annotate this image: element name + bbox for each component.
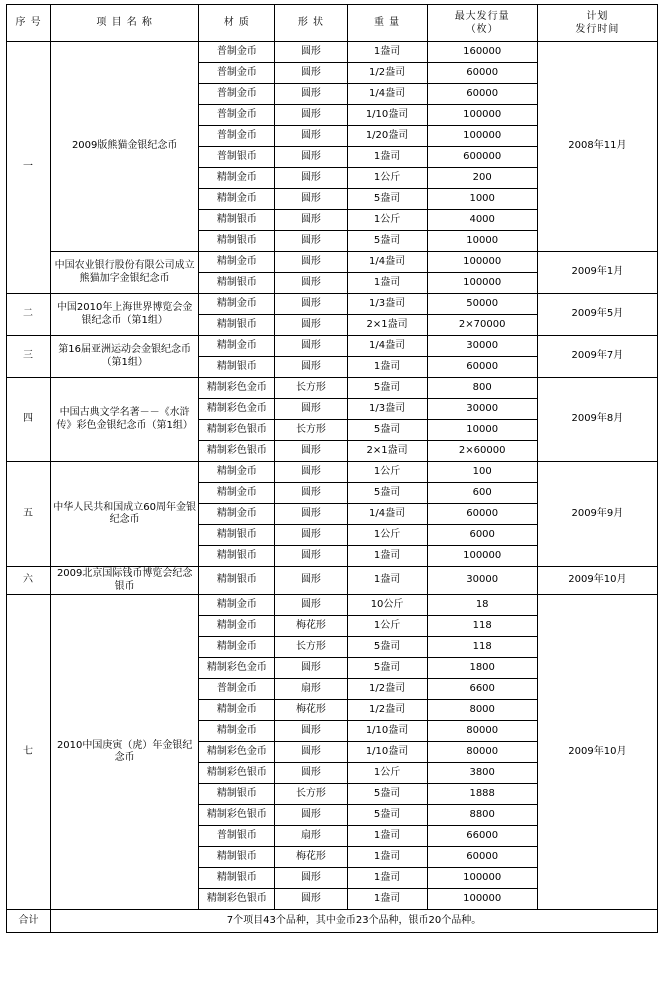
cell-weight: 1/2盎司: [347, 63, 427, 84]
cell-shape: 圆形: [275, 567, 347, 595]
cell-weight: 5盎司: [347, 483, 427, 504]
cell-weight: 1/4盎司: [347, 252, 427, 273]
table-row: [7, 378, 658, 399]
cell-project-name: 2009版熊猫金银纪念币: [51, 42, 199, 252]
cell-max-quota: 2×60000: [427, 441, 537, 462]
cell-material: 精制金币: [199, 483, 275, 504]
cell-shape: 圆形: [275, 504, 347, 525]
cell-max-quota: 100000: [427, 126, 537, 147]
cell-max-quota: 60000: [427, 847, 537, 868]
cell-project-name: 中国2010年上海世界博览会金银纪念币（第1组）: [51, 294, 199, 336]
cell-material: 精制金币: [199, 252, 275, 273]
cell-project-name: 2010中国庚寅（虎）年金银纪念币: [51, 595, 199, 910]
cell-max-quota: 80000: [427, 721, 537, 742]
cell-max-quota: 100000: [427, 889, 537, 910]
cell-shape: 长方形: [275, 420, 347, 441]
cell-plan-date: 2008年11月: [537, 42, 657, 252]
header-plan-date: [537, 5, 657, 42]
cell-shape: 梅花形: [275, 700, 347, 721]
cell-max-quota: 30000: [427, 567, 537, 595]
cell-shape: 圆形: [275, 105, 347, 126]
cell-max-quota: 100000: [427, 546, 537, 567]
cell-material: 精制银币: [199, 231, 275, 252]
table-body: [7, 42, 658, 933]
cell-max-quota: 60000: [427, 63, 537, 84]
cell-max-quota: 30000: [427, 336, 537, 357]
cell-index: 一: [7, 42, 51, 294]
cell-plan-date: 2009年10月: [537, 567, 657, 595]
cell-shape: 扇形: [275, 679, 347, 700]
cell-weight: 1盎司: [347, 826, 427, 847]
cell-project-name: 第16届亚洲运动会金银纪念币（第1组）: [51, 336, 199, 378]
cell-shape: 圆形: [275, 805, 347, 826]
cell-weight: 1盎司: [347, 273, 427, 294]
cell-weight: 1/10盎司: [347, 721, 427, 742]
cell-material: 精制彩色银币: [199, 763, 275, 784]
cell-material: 精制金币: [199, 637, 275, 658]
cell-max-quota: 1800: [427, 658, 537, 679]
cell-max-quota: 100000: [427, 105, 537, 126]
cell-weight: 1/2盎司: [347, 679, 427, 700]
cell-material: 精制金币: [199, 294, 275, 315]
cell-max-quota: 100000: [427, 252, 537, 273]
cell-material: 精制金币: [199, 700, 275, 721]
header-plan-date-line2: 发行时间: [575, 24, 620, 35]
table-row: [7, 252, 658, 273]
cell-shape: 圆形: [275, 336, 347, 357]
header-plan-date-line1: 计划: [586, 10, 609, 22]
cell-plan-date: 2009年7月: [537, 336, 657, 378]
cell-shape: 圆形: [275, 658, 347, 679]
cell-weight: 1盎司: [347, 889, 427, 910]
cell-weight: 1/2盎司: [347, 700, 427, 721]
cell-shape: 扇形: [275, 826, 347, 847]
cell-material: 精制金币: [199, 168, 275, 189]
cell-shape: 圆形: [275, 595, 347, 616]
cell-index: 三: [7, 336, 51, 378]
header-max-quota: [427, 5, 537, 42]
cell-max-quota: 6000: [427, 525, 537, 546]
table-row: [7, 42, 658, 63]
cell-project-name: 中国农业银行股份有限公司成立熊猫加字金银纪念币: [51, 252, 199, 294]
cell-shape: 圆形: [275, 525, 347, 546]
table-row: [7, 336, 658, 357]
cell-weight: 2×1盎司: [347, 315, 427, 336]
header-weight: 重 量: [347, 5, 427, 42]
cell-material: 精制银币: [199, 868, 275, 889]
cell-shape: 圆形: [275, 462, 347, 483]
cell-weight: 1/3盎司: [347, 399, 427, 420]
cell-project-name: 中国古典文学名著－－《水浒传》彩色金银纪念币（第1组）: [51, 378, 199, 462]
cell-material: 精制彩色金币: [199, 399, 275, 420]
cell-index: 五: [7, 462, 51, 567]
cell-weight: 5盎司: [347, 378, 427, 399]
cell-material: 精制银币: [199, 525, 275, 546]
cell-weight: 1盎司: [347, 42, 427, 63]
cell-max-quota: 3800: [427, 763, 537, 784]
cell-max-quota: 160000: [427, 42, 537, 63]
cell-weight: 2×1盎司: [347, 441, 427, 462]
cell-material: 普制金币: [199, 126, 275, 147]
cell-shape: 圆形: [275, 721, 347, 742]
cell-weight: 5盎司: [347, 420, 427, 441]
cell-material: 精制彩色银币: [199, 889, 275, 910]
cell-max-quota: 100000: [427, 273, 537, 294]
cell-material: 精制金币: [199, 595, 275, 616]
header-material: 材 质: [199, 5, 275, 42]
table-header: [7, 5, 658, 42]
cell-plan-date: 2009年8月: [537, 378, 657, 462]
cell-shape: 圆形: [275, 742, 347, 763]
cell-weight: 1/4盎司: [347, 84, 427, 105]
cell-weight: 1盎司: [347, 567, 427, 595]
cell-max-quota: 60000: [427, 504, 537, 525]
table-header-row: [7, 5, 658, 42]
cell-shape: 圆形: [275, 889, 347, 910]
cell-material: 精制彩色银币: [199, 805, 275, 826]
cell-max-quota: 10000: [427, 231, 537, 252]
cell-max-quota: 10000: [427, 420, 537, 441]
cell-material: 精制金币: [199, 462, 275, 483]
cell-shape: 圆形: [275, 84, 347, 105]
cell-material: 普制金币: [199, 63, 275, 84]
cell-weight: 1盎司: [347, 357, 427, 378]
cell-shape: 圆形: [275, 210, 347, 231]
cell-weight: 5盎司: [347, 637, 427, 658]
cell-max-quota: 50000: [427, 294, 537, 315]
cell-max-quota: 1000: [427, 189, 537, 210]
cell-weight: 1公斤: [347, 210, 427, 231]
header-max-quota-line1: 最大发行量: [454, 10, 510, 22]
cell-shape: 圆形: [275, 126, 347, 147]
cell-shape: 圆形: [275, 546, 347, 567]
cell-max-quota: 118: [427, 616, 537, 637]
cell-weight: 1盎司: [347, 868, 427, 889]
cell-shape: 圆形: [275, 252, 347, 273]
cell-material: 普制金币: [199, 679, 275, 700]
cell-weight: 5盎司: [347, 784, 427, 805]
cell-max-quota: 200: [427, 168, 537, 189]
cell-material: 精制银币: [199, 357, 275, 378]
cell-material: 精制彩色银币: [199, 420, 275, 441]
cell-shape: 圆形: [275, 273, 347, 294]
cell-max-quota: 8000: [427, 700, 537, 721]
cell-material: 普制金币: [199, 105, 275, 126]
cell-max-quota: 100000: [427, 868, 537, 889]
cell-weight: 1公斤: [347, 168, 427, 189]
coin-issue-plan-table: [6, 4, 658, 933]
table-row: [7, 567, 658, 595]
cell-material: 普制银币: [199, 826, 275, 847]
cell-material: 精制银币: [199, 567, 275, 595]
cell-shape: 圆形: [275, 231, 347, 252]
cell-shape: 圆形: [275, 763, 347, 784]
cell-max-quota: 2×70000: [427, 315, 537, 336]
cell-shape: 梅花形: [275, 847, 347, 868]
cell-material: 精制金币: [199, 721, 275, 742]
cell-weight: 1公斤: [347, 462, 427, 483]
cell-weight: 1盎司: [347, 546, 427, 567]
cell-weight: 1/4盎司: [347, 336, 427, 357]
cell-material: 精制金币: [199, 336, 275, 357]
cell-shape: 圆形: [275, 441, 347, 462]
table-row: [7, 462, 658, 483]
cell-shape: 圆形: [275, 147, 347, 168]
cell-shape: 圆形: [275, 483, 347, 504]
cell-material: 精制银币: [199, 546, 275, 567]
cell-weight: 10公斤: [347, 595, 427, 616]
cell-shape: 圆形: [275, 294, 347, 315]
cell-material: 精制银币: [199, 210, 275, 231]
cell-shape: 圆形: [275, 868, 347, 889]
cell-material: 精制银币: [199, 315, 275, 336]
cell-max-quota: 30000: [427, 399, 537, 420]
cell-weight: 5盎司: [347, 658, 427, 679]
cell-total-label: 合计: [7, 910, 51, 933]
cell-material: 精制彩色金币: [199, 742, 275, 763]
cell-shape: 圆形: [275, 399, 347, 420]
cell-material: 精制彩色金币: [199, 658, 275, 679]
cell-max-quota: 600000: [427, 147, 537, 168]
cell-weight: 1公斤: [347, 763, 427, 784]
cell-shape: 圆形: [275, 189, 347, 210]
cell-weight: 1公斤: [347, 616, 427, 637]
cell-material: 精制彩色金币: [199, 378, 275, 399]
cell-material: 普制金币: [199, 42, 275, 63]
cell-project-name: 中华人民共和国成立60周年金银纪念币: [51, 462, 199, 567]
cell-max-quota: 60000: [427, 84, 537, 105]
cell-material: 精制金币: [199, 504, 275, 525]
cell-max-quota: 600: [427, 483, 537, 504]
cell-material: 精制银币: [199, 784, 275, 805]
cell-shape: 长方形: [275, 378, 347, 399]
cell-index: 七: [7, 595, 51, 910]
cell-material: 精制金币: [199, 189, 275, 210]
cell-weight: 1/10盎司: [347, 742, 427, 763]
cell-shape: 圆形: [275, 63, 347, 84]
cell-weight: 5盎司: [347, 805, 427, 826]
cell-project-name: 2009北京国际钱币博览会纪念银币: [51, 567, 199, 595]
cell-shape: 长方形: [275, 637, 347, 658]
table-row: [7, 294, 658, 315]
cell-weight: 1/10盎司: [347, 105, 427, 126]
cell-max-quota: 8800: [427, 805, 537, 826]
cell-total-text: 7个项目43个品种，其中金币23个品种，银币20个品种。: [51, 910, 658, 933]
cell-weight: 1/4盎司: [347, 504, 427, 525]
cell-weight: 5盎司: [347, 189, 427, 210]
cell-max-quota: 80000: [427, 742, 537, 763]
cell-max-quota: 60000: [427, 357, 537, 378]
cell-material: 普制金币: [199, 84, 275, 105]
cell-max-quota: 800: [427, 378, 537, 399]
header-index: 序 号: [7, 5, 51, 42]
header-max-quota-line2: （枚）: [465, 24, 499, 35]
cell-max-quota: 18: [427, 595, 537, 616]
cell-weight: 1盎司: [347, 847, 427, 868]
cell-shape: 圆形: [275, 42, 347, 63]
cell-weight: 5盎司: [347, 231, 427, 252]
cell-material: 普制银币: [199, 147, 275, 168]
cell-shape: 圆形: [275, 315, 347, 336]
cell-weight: 1/20盎司: [347, 126, 427, 147]
cell-plan-date: 2009年9月: [537, 462, 657, 567]
cell-shape: 长方形: [275, 784, 347, 805]
cell-plan-date: 2009年1月: [537, 252, 657, 294]
cell-max-quota: 118: [427, 637, 537, 658]
cell-material: 精制银币: [199, 273, 275, 294]
cell-material: 精制彩色银币: [199, 441, 275, 462]
cell-shape: 梅花形: [275, 616, 347, 637]
cell-max-quota: 100: [427, 462, 537, 483]
cell-max-quota: 6600: [427, 679, 537, 700]
table-total-row: [7, 910, 658, 933]
cell-shape: 圆形: [275, 357, 347, 378]
header-shape: 形 状: [275, 5, 347, 42]
cell-max-quota: 1888: [427, 784, 537, 805]
cell-material: 精制银币: [199, 847, 275, 868]
header-project-name: 项 目 名 称: [51, 5, 199, 42]
cell-max-quota: 66000: [427, 826, 537, 847]
cell-material: 精制金币: [199, 616, 275, 637]
cell-plan-date: 2009年10月: [537, 595, 657, 910]
cell-index: 六: [7, 567, 51, 595]
cell-weight: 1公斤: [347, 525, 427, 546]
cell-shape: 圆形: [275, 168, 347, 189]
cell-max-quota: 4000: [427, 210, 537, 231]
cell-weight: 1盎司: [347, 147, 427, 168]
table-row: [7, 595, 658, 616]
cell-weight: 1/3盎司: [347, 294, 427, 315]
cell-index: 二: [7, 294, 51, 336]
cell-index: 四: [7, 378, 51, 462]
cell-plan-date: 2009年5月: [537, 294, 657, 336]
